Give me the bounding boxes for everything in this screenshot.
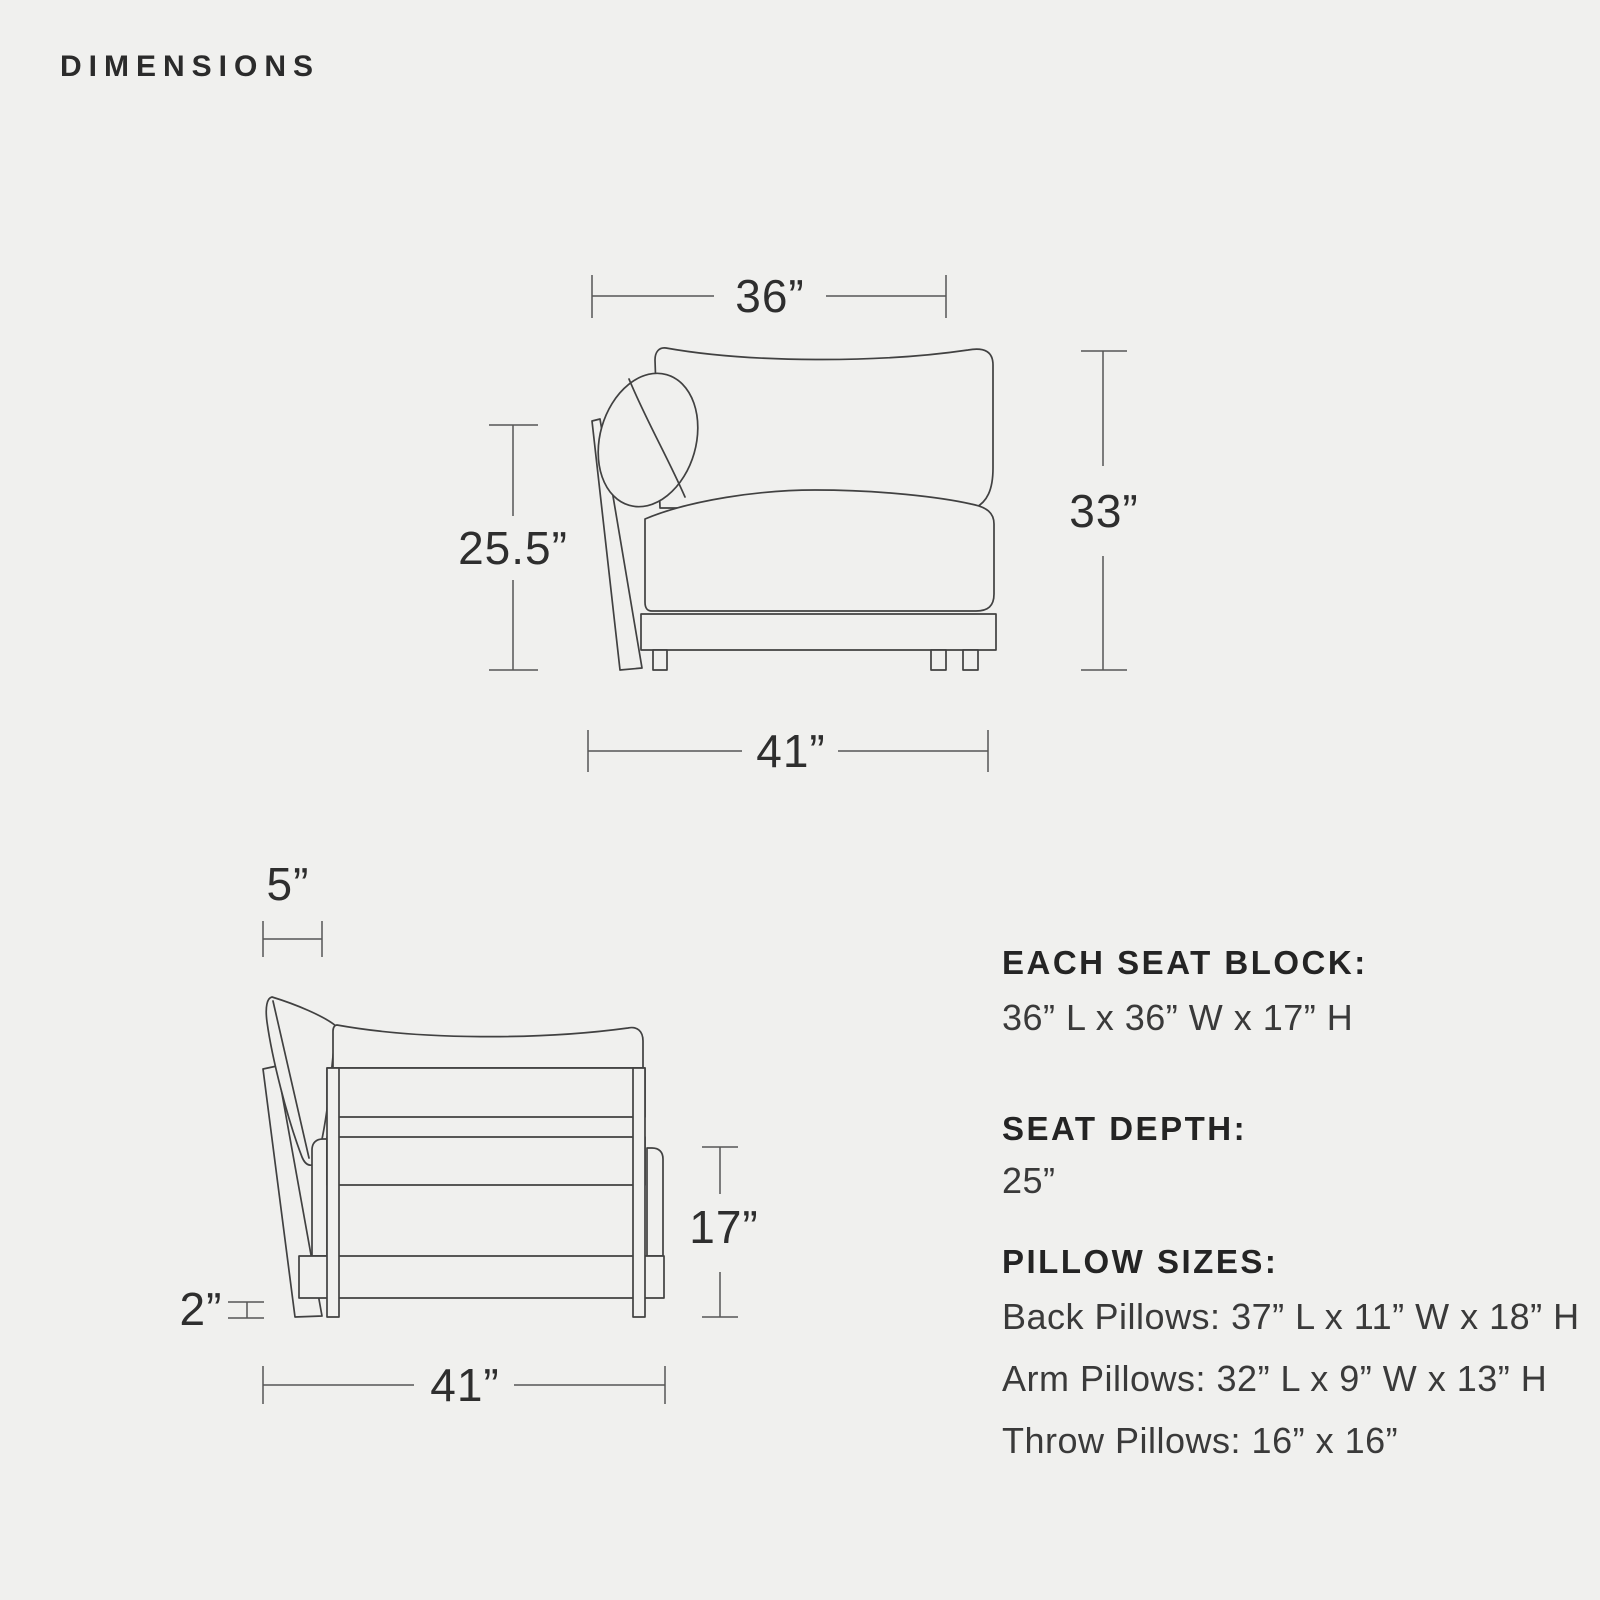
throw-pillows-value: Throw Pillows: 16” x 16” bbox=[1002, 1420, 1399, 1461]
dim-label-2: 2” bbox=[179, 1283, 223, 1335]
seat-depth-value: 25” bbox=[1002, 1160, 1056, 1201]
dim-label-25-5: 25.5” bbox=[458, 522, 568, 574]
back-seat-cushion bbox=[333, 1025, 643, 1068]
back-pillows-value: Back Pillows: 37” L x 11” W x 18” H bbox=[1002, 1296, 1580, 1337]
back-frame-left-post bbox=[327, 1068, 339, 1317]
page-title: DIMENSIONS bbox=[60, 50, 321, 83]
seat-block-value: 36” L x 36” W x 17” H bbox=[1002, 997, 1354, 1038]
back-cushion-right-edge bbox=[647, 1148, 663, 1256]
dim-line-2 bbox=[228, 1302, 264, 1318]
seat-block-heading: EACH SEAT BLOCK: bbox=[1002, 944, 1368, 981]
arm-pillows-value: Arm Pillows: 32” L x 9” W x 13” H bbox=[1002, 1358, 1548, 1399]
dim-label-33: 33” bbox=[1069, 485, 1139, 537]
dim-line-5 bbox=[263, 921, 322, 957]
dim-label-41-side: 41” bbox=[756, 725, 826, 777]
back-frame-right-post bbox=[633, 1068, 645, 1317]
side-legs bbox=[653, 650, 978, 670]
dim-label-5: 5” bbox=[266, 858, 310, 910]
side-back-cushion bbox=[655, 348, 993, 508]
side-view-drawing bbox=[583, 348, 996, 670]
pillow-sizes-heading: PILLOW SIZES: bbox=[1002, 1243, 1279, 1280]
dim-label-36: 36” bbox=[735, 270, 805, 322]
side-seat-cushion bbox=[645, 490, 994, 611]
side-base bbox=[641, 614, 996, 650]
dim-label-17: 17” bbox=[689, 1201, 759, 1253]
back-cushion-left-edge bbox=[312, 1139, 327, 1256]
back-view-drawing bbox=[263, 997, 664, 1317]
back-frame-top-rail bbox=[327, 1068, 645, 1117]
dim-label-41-back: 41” bbox=[430, 1359, 500, 1411]
back-base-rail bbox=[299, 1256, 664, 1298]
back-frame-mid-rail bbox=[327, 1137, 645, 1185]
seat-depth-heading: SEAT DEPTH: bbox=[1002, 1110, 1248, 1147]
